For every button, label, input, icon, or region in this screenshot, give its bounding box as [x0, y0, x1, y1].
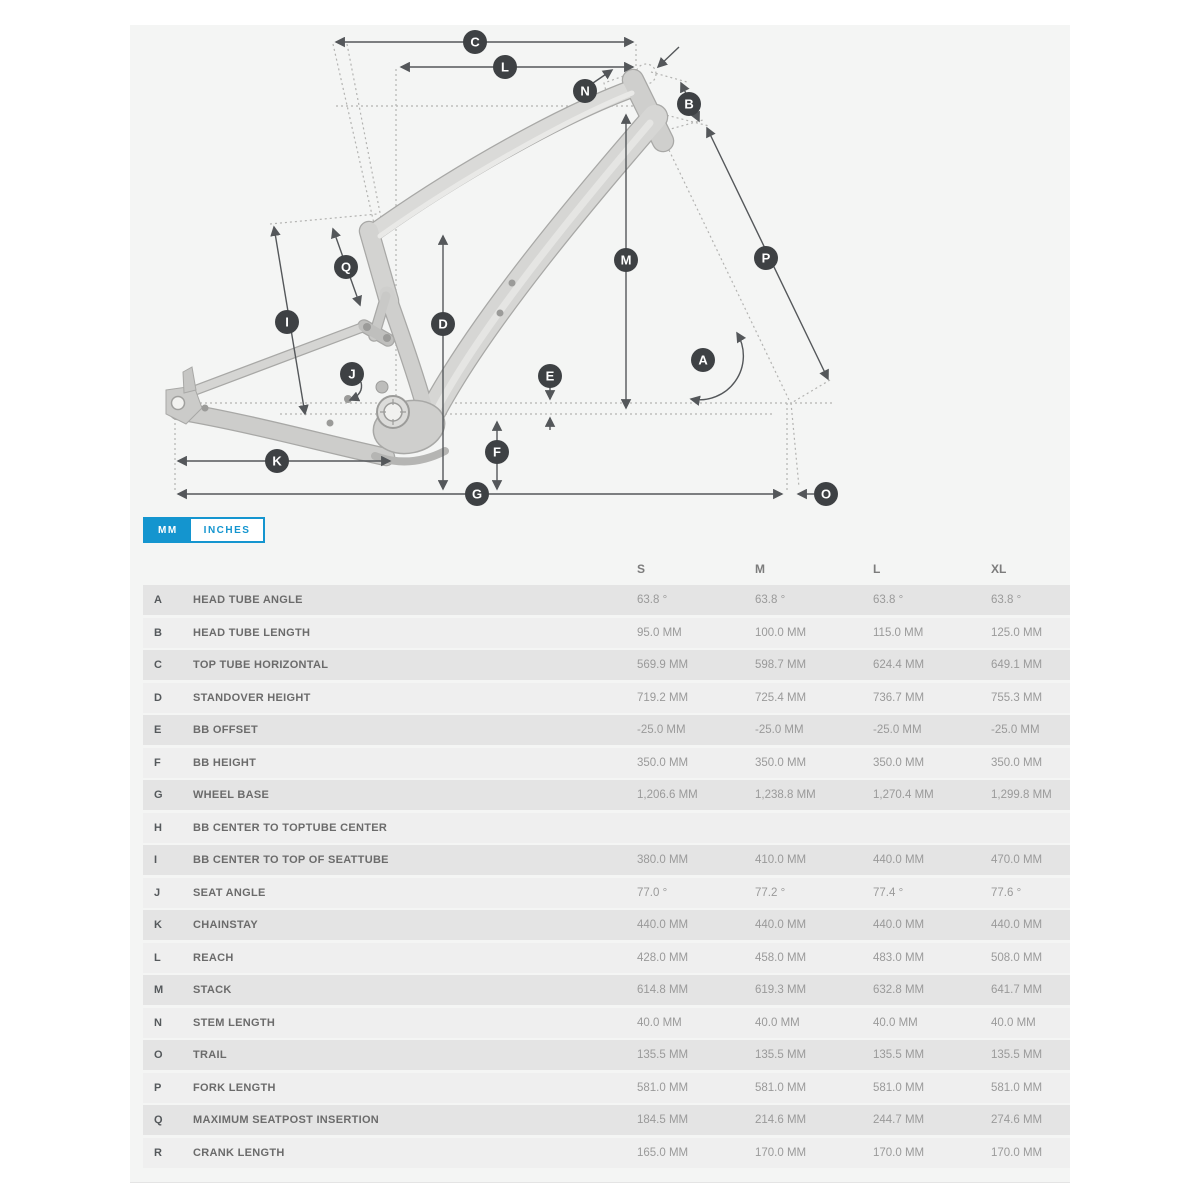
row-name: STANDOVER HEIGHT: [193, 691, 311, 704]
row-value: 641.7 MM: [991, 984, 1043, 996]
row-value: 581.0 MM: [755, 1081, 807, 1094]
row-value: 410.0 MM: [755, 854, 807, 866]
row-value: 1,299.8 MM: [991, 789, 1052, 801]
row-name: REACH: [193, 951, 234, 964]
row-value: 135.5 MM: [991, 1049, 1043, 1061]
row-name: BB CENTER TO TOPTUBE CENTER: [193, 821, 388, 834]
row-value: 170.0 MM: [755, 1146, 807, 1159]
row-letter: I: [154, 854, 158, 866]
table-row: [143, 1073, 1070, 1103]
row-name: TOP TUBE HORIZONTAL: [193, 659, 329, 671]
row-value: 77.4 °: [873, 886, 904, 899]
row-letter: K: [154, 919, 162, 931]
row-value: 619.3 MM: [755, 984, 807, 996]
row-value: 135.5 MM: [637, 1049, 689, 1061]
row-value: 725.4 MM: [755, 691, 807, 704]
dimension-badges: [265, 30, 838, 506]
geometry-panel: [130, 25, 1070, 1183]
row-value: 40.0 MM: [755, 1016, 800, 1029]
table-row: [143, 943, 1070, 973]
row-value: 350.0 MM: [991, 756, 1043, 769]
row-value: 63.8 °: [755, 594, 786, 606]
row-name: STACK: [193, 984, 232, 996]
row-value: 77.6 °: [991, 886, 1022, 899]
row-name: BB OFFSET: [193, 724, 259, 736]
row-value: 380.0 MM: [637, 854, 689, 866]
badge-G: [465, 482, 489, 506]
badge-K: [265, 449, 289, 473]
table-row: [143, 975, 1070, 1005]
table-row: [143, 1008, 1070, 1038]
row-value: 40.0 MM: [991, 1016, 1036, 1029]
row-name: TRAIL: [193, 1049, 227, 1061]
badge-F: [485, 440, 509, 464]
row-value: 115.0 MM: [873, 626, 924, 639]
table-row: [143, 910, 1070, 940]
badge-J: [340, 362, 364, 386]
row-value: 614.8 MM: [637, 984, 689, 996]
table-row: [143, 878, 1070, 908]
geometry-table: [143, 556, 1070, 1170]
badge-P: [754, 246, 778, 270]
badge-A: [691, 348, 715, 372]
rear-axle: [172, 397, 185, 410]
table-row: [143, 585, 1070, 615]
table-row: [143, 715, 1070, 745]
row-letter: F: [154, 756, 161, 769]
row-value: 170.0 MM: [873, 1146, 925, 1159]
row-name: CHAINSTAY: [193, 919, 259, 931]
row-value: 350.0 MM: [873, 756, 925, 769]
table-row: [143, 650, 1070, 680]
table-row: [143, 1105, 1070, 1135]
idler-pulley: [376, 381, 388, 393]
size-header-m: M: [755, 562, 765, 576]
row-value: 1,206.6 MM: [637, 789, 698, 801]
table-row: [143, 683, 1070, 713]
row-name: CRANK LENGTH: [193, 1146, 285, 1159]
svg-text:B: B: [684, 96, 694, 112]
unit-toggle: [143, 517, 265, 543]
row-name: BB CENTER TO TOP OF SEATTUBE: [193, 854, 389, 866]
row-letter: H: [154, 821, 162, 834]
table-row: [143, 1040, 1070, 1070]
row-letter: N: [154, 1016, 162, 1029]
geometry-table-rows: [143, 585, 1070, 1168]
row-value: 244.7 MM: [873, 1114, 925, 1126]
size-header-row: [143, 556, 1070, 582]
row-value: -25.0 MM: [991, 724, 1040, 736]
svg-text:O: O: [820, 486, 832, 502]
table-row: [143, 845, 1070, 875]
table-row: [143, 748, 1070, 778]
row-value: 581.0 MM: [637, 1081, 689, 1094]
svg-text:C: C: [470, 34, 480, 50]
row-letter: C: [154, 659, 162, 671]
badge-M: [614, 248, 638, 272]
row-value: 458.0 MM: [755, 951, 807, 964]
row-value: 63.8 °: [637, 594, 668, 606]
row-letter: J: [154, 886, 161, 899]
row-value: 77.2 °: [755, 886, 786, 899]
badge-L: [493, 55, 517, 79]
row-value: 165.0 MM: [637, 1146, 689, 1159]
svg-text:F: F: [493, 444, 501, 460]
size-header-s: S: [637, 562, 646, 576]
row-value: 508.0 MM: [991, 951, 1043, 964]
row-value: 470.0 MM: [991, 854, 1043, 866]
row-value: 350.0 MM: [755, 756, 807, 769]
svg-text:N: N: [580, 83, 590, 99]
row-value: 135.5 MM: [873, 1049, 925, 1061]
row-value: 736.7 MM: [873, 691, 925, 704]
row-letter: P: [154, 1081, 162, 1094]
row-letter: B: [154, 626, 162, 639]
row-letter: R: [154, 1146, 162, 1159]
row-value: 632.8 MM: [873, 984, 925, 996]
row-value: 350.0 MM: [637, 756, 689, 769]
row-letter: Q: [154, 1114, 163, 1126]
svg-text:E: E: [545, 368, 555, 384]
row-value: -25.0 MM: [873, 724, 922, 736]
table-row: [143, 813, 1070, 843]
svg-text:D: D: [438, 316, 448, 332]
row-name: SEAT ANGLE: [193, 886, 266, 899]
svg-text:P: P: [761, 250, 771, 266]
bike-geometry-diagram: [130, 25, 1070, 511]
table-row: [143, 1138, 1070, 1168]
mm-toggle-button[interactable]: MM: [145, 519, 191, 541]
row-value: 440.0 MM: [755, 919, 807, 931]
badge-B: [677, 92, 701, 116]
row-name: MAXIMUM SEATPOST INSERTION: [193, 1114, 380, 1126]
row-value: 77.0 °: [637, 886, 668, 899]
row-value: 95.0 MM: [637, 626, 682, 639]
row-name: WHEEL BASE: [193, 789, 270, 801]
row-letter: A: [154, 594, 162, 606]
row-letter: G: [154, 789, 163, 801]
svg-text:K: K: [272, 453, 282, 469]
row-value: -25.0 MM: [637, 724, 686, 736]
size-header-l: L: [873, 562, 881, 576]
row-name: STEM LENGTH: [193, 1016, 276, 1029]
row-value: -25.0 MM: [755, 724, 804, 736]
badge-E: [538, 364, 562, 388]
row-value: 440.0 MM: [873, 854, 925, 866]
row-letter: O: [154, 1049, 163, 1061]
row-value: 63.8 °: [873, 594, 904, 606]
row-value: 214.6 MM: [755, 1114, 807, 1126]
row-value: 274.6 MM: [991, 1114, 1043, 1126]
svg-text:I: I: [285, 314, 289, 330]
row-letter: L: [154, 951, 161, 964]
row-value: 125.0 MM: [991, 626, 1043, 639]
row-value: 1,270.4 MM: [873, 789, 934, 801]
row-value: 624.4 MM: [873, 659, 925, 671]
row-value: 598.7 MM: [755, 659, 807, 671]
row-value: 440.0 MM: [991, 919, 1043, 931]
row-value: 40.0 MM: [873, 1016, 918, 1029]
row-value: 40.0 MM: [637, 1016, 682, 1029]
row-value: 63.8 °: [991, 594, 1022, 606]
svg-text:M: M: [620, 252, 632, 268]
row-value: 170.0 MM: [991, 1146, 1043, 1159]
row-value: 184.5 MM: [637, 1114, 689, 1126]
svg-text:Q: Q: [340, 259, 352, 275]
row-value: 135.5 MM: [755, 1049, 807, 1061]
row-name: HEAD TUBE ANGLE: [193, 594, 303, 606]
size-header-xl: XL: [991, 562, 1007, 576]
row-name: FORK LENGTH: [193, 1081, 276, 1094]
row-value: 581.0 MM: [873, 1081, 925, 1094]
row-value: 440.0 MM: [873, 919, 925, 931]
row-value: 100.0 MM: [755, 626, 807, 639]
row-value: 755.3 MM: [991, 691, 1043, 704]
table-row: [143, 780, 1070, 810]
badge-D: [431, 312, 455, 336]
svg-text:G: G: [471, 486, 483, 502]
svg-text:A: A: [698, 352, 708, 368]
row-value: 428.0 MM: [637, 951, 689, 964]
row-letter: D: [154, 691, 162, 704]
badge-N: [573, 79, 597, 103]
row-value: 569.9 MM: [637, 659, 689, 671]
badge-O: [814, 482, 838, 506]
row-value: 483.0 MM: [873, 951, 925, 964]
svg-text:J: J: [348, 366, 356, 382]
row-letter: E: [154, 724, 162, 736]
inches-toggle-button[interactable]: INCHES: [191, 519, 264, 541]
row-value: 440.0 MM: [637, 919, 689, 931]
badge-I: [275, 310, 299, 334]
badge-C: [463, 30, 487, 54]
row-letter: M: [154, 984, 164, 996]
row-name: BB HEIGHT: [193, 756, 257, 769]
table-row: [143, 618, 1070, 648]
row-name: HEAD TUBE LENGTH: [193, 626, 311, 639]
badge-Q: [334, 255, 358, 279]
row-value: 1,238.8 MM: [755, 789, 816, 801]
row-value: 581.0 MM: [991, 1081, 1043, 1094]
row-value: 719.2 MM: [637, 691, 689, 704]
svg-text:L: L: [501, 59, 509, 75]
row-value: 649.1 MM: [991, 659, 1043, 671]
bike-frame: [166, 80, 663, 461]
